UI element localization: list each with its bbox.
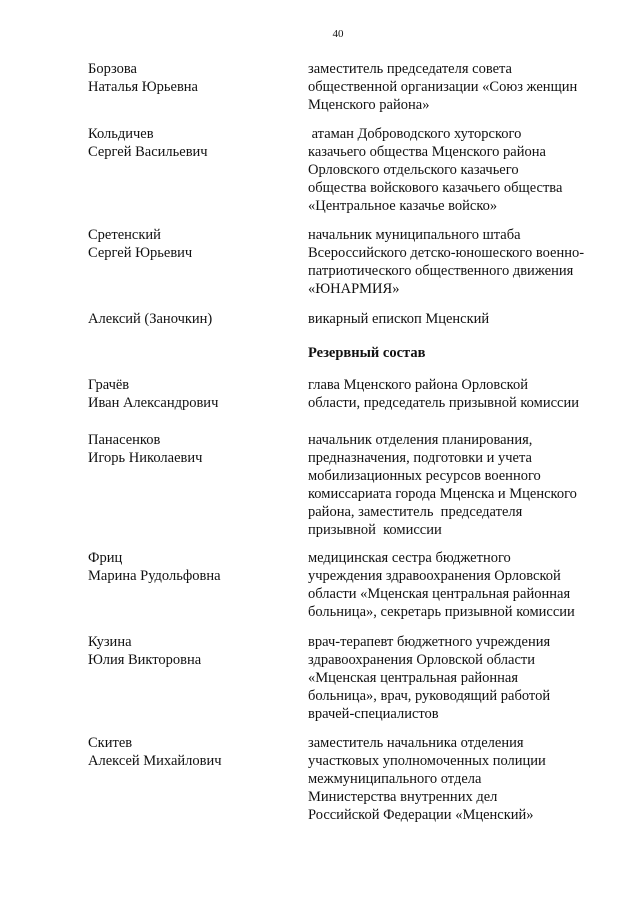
- member-name: [88, 376, 288, 412]
- member-name: [88, 226, 288, 262]
- member-name: [88, 734, 288, 770]
- member-name: [88, 310, 288, 328]
- position-line: Министерства внутренних дел: [308, 789, 498, 805]
- given-names: Иван Александрович: [88, 395, 219, 411]
- position-line: области, председатель призывной комиссии: [308, 395, 579, 411]
- position-line: викарный епископ Мценский: [308, 311, 490, 327]
- surname: Панасенков: [88, 432, 161, 448]
- member-position: [308, 633, 608, 723]
- surname: Борзова: [88, 61, 137, 77]
- member-position: [308, 549, 608, 621]
- surname: Кузина: [88, 634, 132, 650]
- given-names: Игорь Николаевич: [88, 450, 203, 466]
- position-line: врач-терапевт бюджетного учреждения: [308, 634, 551, 650]
- position-line: казачьего общества Мценского района: [308, 144, 546, 160]
- surname: Сретенский: [88, 227, 161, 243]
- position-line: межмуниципального отдела: [308, 771, 482, 787]
- member-position: [308, 431, 608, 539]
- given-names: Марина Рудольфовна: [88, 568, 221, 584]
- position-line: патриотического общественного движения: [308, 263, 574, 279]
- position-line: Российской Федерации «Мценский»: [308, 807, 534, 823]
- position-line: заместитель начальника отделения: [308, 735, 524, 751]
- surname: Фриц: [88, 550, 123, 566]
- position-line: области «Мценская центральная районная: [308, 586, 571, 602]
- position-line: мобилизационных ресурсов военного: [308, 468, 541, 484]
- position-line: врачей-специалистов: [308, 706, 439, 722]
- member-position: [308, 226, 608, 298]
- position-line: общества войскового казачьего общества: [308, 180, 563, 196]
- position-line: общественной организации «Союз женщин: [308, 79, 578, 95]
- given-names: Сергей Юрьевич: [88, 245, 193, 261]
- position-line: Орловского отдельского казачьего: [308, 162, 519, 178]
- member-position: [308, 125, 608, 215]
- reserve-section-heading: Резервный состав: [308, 345, 426, 361]
- position-line: начальник отделения планирования,: [308, 432, 533, 448]
- position-line: Всероссийского детско-юношеского военно-: [308, 245, 585, 261]
- member-position: [308, 60, 608, 114]
- member-name: [88, 125, 288, 161]
- position-line: участковых уполномоченных полиции: [308, 753, 546, 769]
- position-line: призывной комиссии: [308, 522, 442, 538]
- surname: Скитев: [88, 735, 133, 751]
- member-position: [308, 734, 608, 824]
- position-line: предназначения, подготовки и учета: [308, 450, 532, 466]
- position-line: «ЮНАРМИЯ»: [308, 281, 400, 297]
- position-line: больница», врач, руководящий работой: [308, 688, 551, 704]
- given-names: Наталья Юрьевна: [88, 79, 198, 95]
- member-position: [308, 310, 608, 328]
- member-position: [308, 376, 608, 412]
- position-line: здравоохранения Орловской области: [308, 652, 535, 668]
- position-line: медицинская сестра бюджетного: [308, 550, 511, 566]
- given-names: Сергей Васильевич: [88, 144, 208, 160]
- position-line: «Мценская центральная районная: [308, 670, 519, 686]
- position-line: глава Мценского района Орловской: [308, 377, 528, 393]
- member-name: [88, 549, 288, 585]
- position-line: комиссариата города Мценска и Мценского: [308, 486, 577, 502]
- surname: Кольдичев: [88, 126, 154, 142]
- position-line: Мценского района»: [308, 97, 430, 113]
- position-line: атаман Доброводского хуторского: [308, 126, 522, 142]
- position-line: «Центральное казачье войско»: [308, 198, 498, 214]
- given-names: Юлия Викторовна: [88, 652, 202, 668]
- given-names: Алексей Михайлович: [88, 753, 222, 769]
- page-number: 40: [332, 28, 344, 40]
- position-line: начальник муниципального штаба: [308, 227, 521, 243]
- position-line: учреждения здравоохранения Орловской: [308, 568, 561, 584]
- member-name: [88, 633, 288, 669]
- member-name: [88, 60, 288, 96]
- member-name: [88, 431, 288, 467]
- full-name: Алексий (Заночкин): [88, 311, 213, 327]
- position-line: заместитель председателя совета: [308, 61, 512, 77]
- surname: Грачёв: [88, 377, 130, 393]
- position-line: района, заместитель председателя: [308, 504, 523, 520]
- position-line: больница», секретарь призывной комиссии: [308, 604, 575, 620]
